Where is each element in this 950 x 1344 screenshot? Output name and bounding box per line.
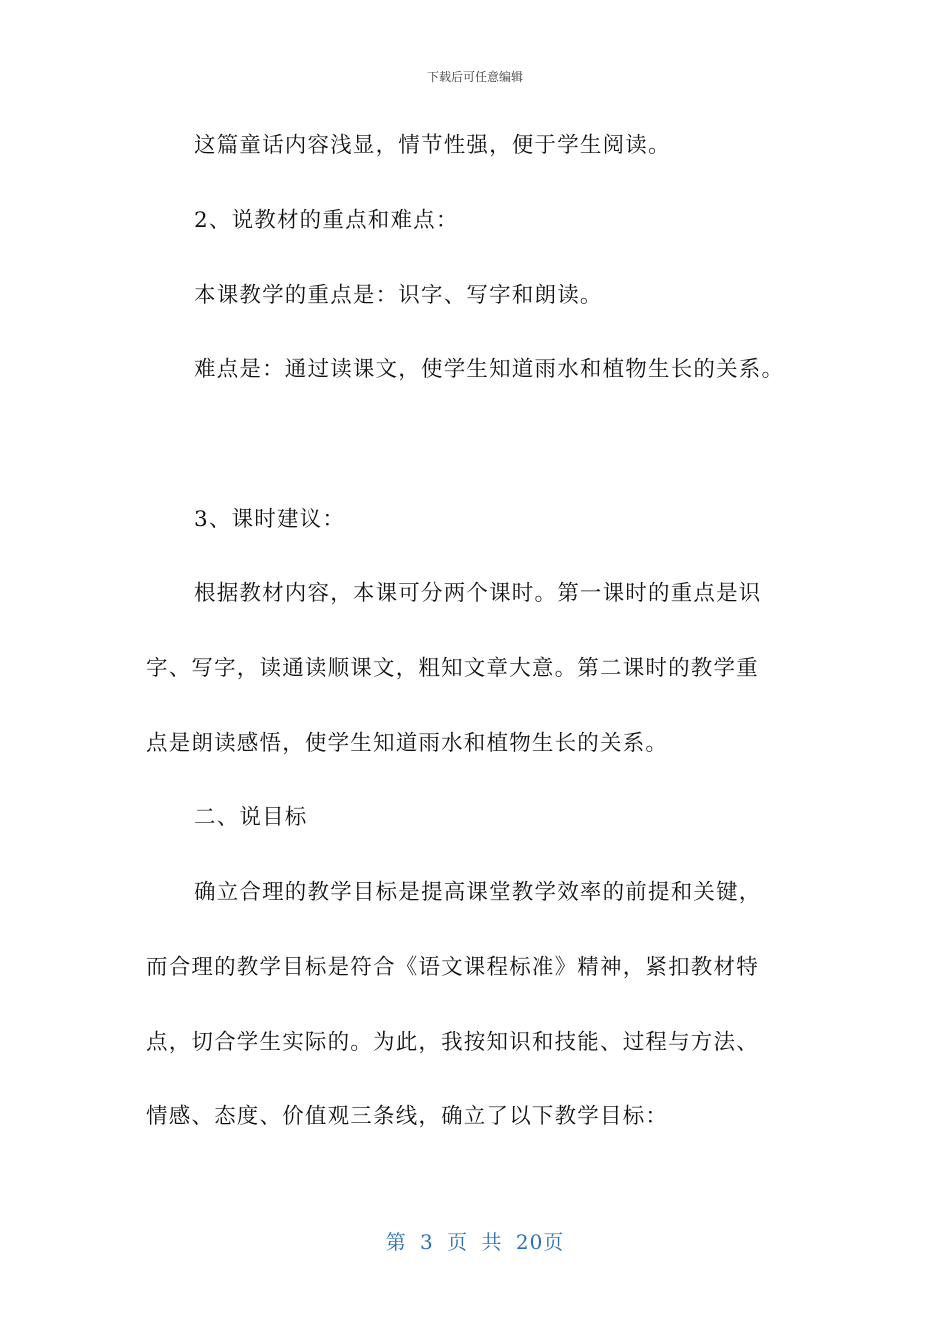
paragraph-line: 难点是：通过读课文，使学生知道雨水和植物生长的关系。 <box>194 357 785 382</box>
paragraph-line: 根据教材内容，本课可分两个课时。第一课时的重点是识 <box>194 581 762 606</box>
paragraph-line: 而合理的教学目标是符合《语文课程标准》精神，紧扣教材特 <box>146 955 759 980</box>
paragraph-line: 本课教学的重点是：识字、写字和朗读。 <box>194 283 603 308</box>
section-heading: 3、课时建议： <box>194 507 346 532</box>
paragraph-line: 字、写字，读通读顺课文，粗知文章大意。第二课时的教学重 <box>146 656 759 681</box>
paragraph-line: 情感、态度、价值观三条线，确立了以下教学目标： <box>146 1104 669 1129</box>
paragraph-line: 确立合理的教学目标是提高课堂教学效率的前提和关键， <box>194 880 762 905</box>
section-heading: 2、说教材的重点和难点： <box>194 208 459 233</box>
paragraph-line: 这篇童话内容浅显，情节性强，便于学生阅读。 <box>194 133 671 158</box>
header-note: 下载后可任意编辑 <box>426 70 523 84</box>
paragraph-line: 点是朗读感悟，使学生知道雨水和植物生长的关系。 <box>146 731 669 756</box>
section-heading: 二、说目标 <box>194 805 308 830</box>
page-number: 第 3 页 共 20页 <box>385 1230 565 1254</box>
paragraph-line: 点，切合学生实际的。为此，我按知识和技能、过程与方法、 <box>146 1030 759 1055</box>
